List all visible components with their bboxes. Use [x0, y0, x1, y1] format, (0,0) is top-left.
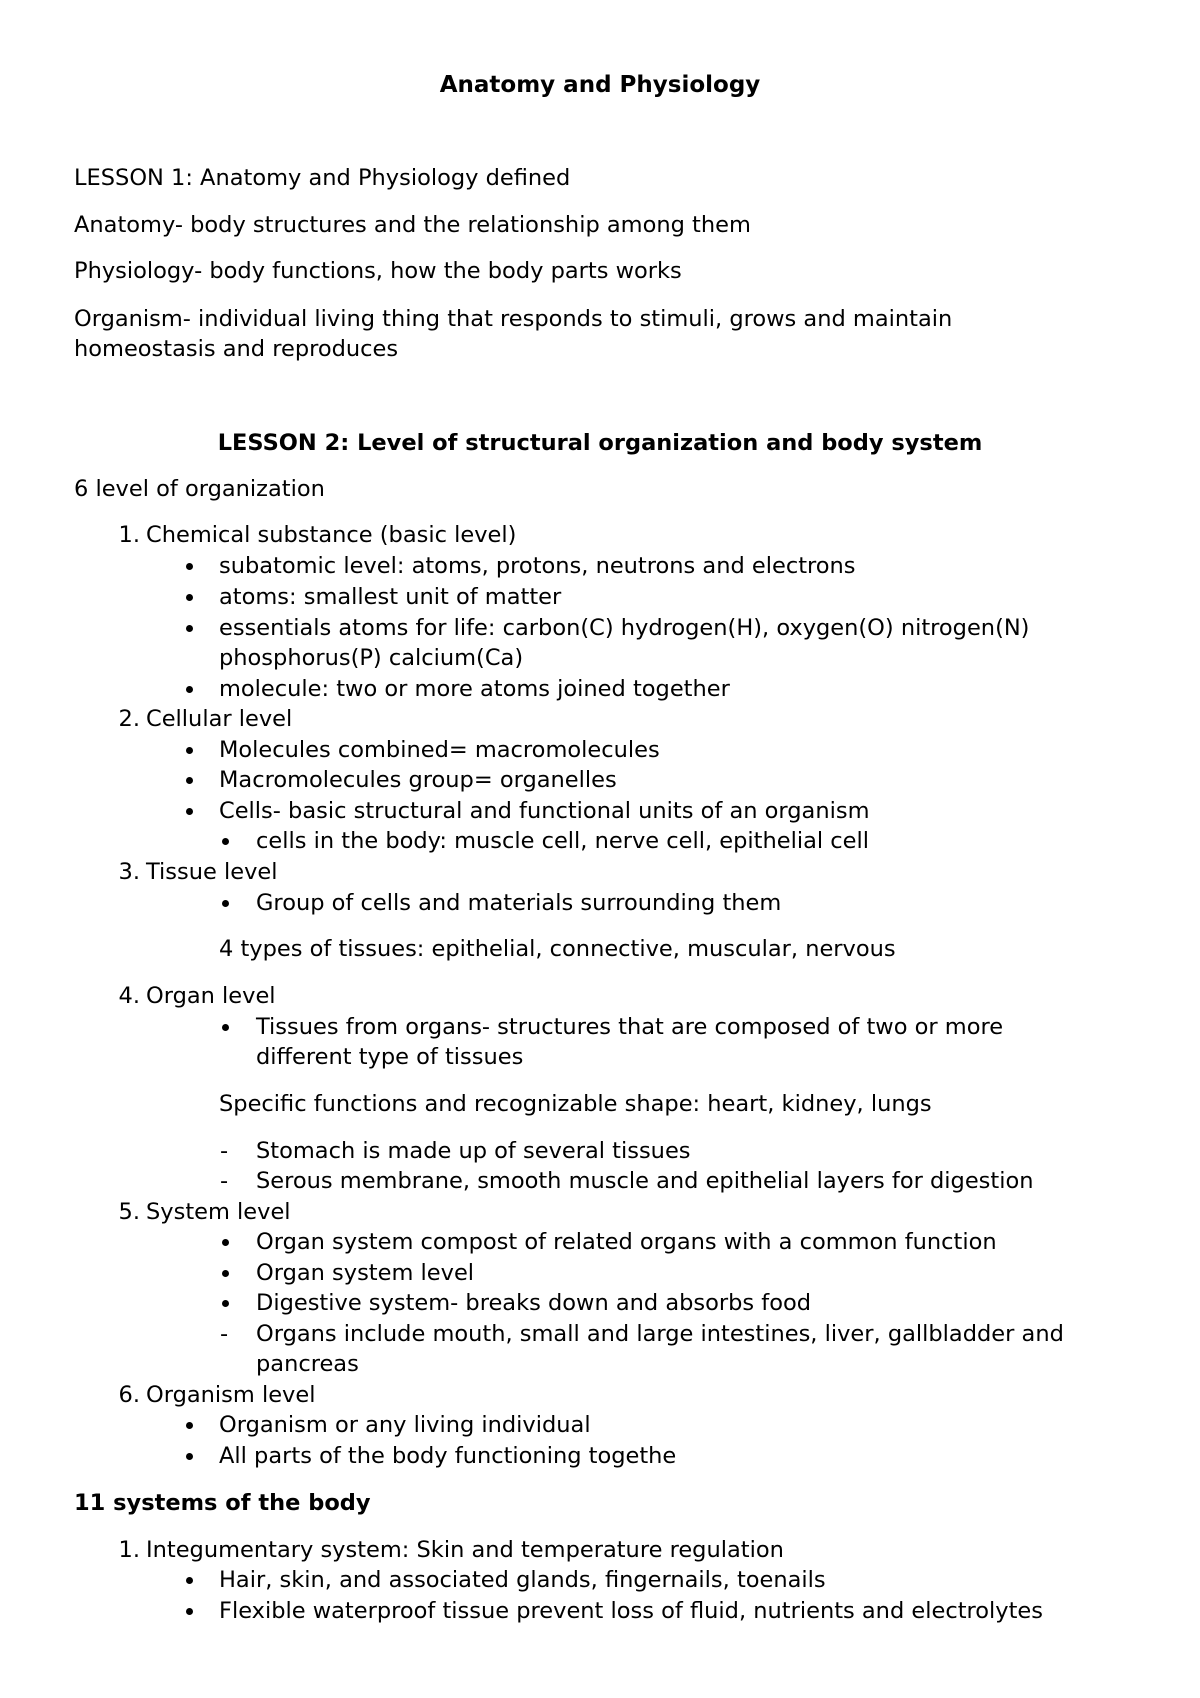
- bullet-item: [0, 1596, 1200, 1627]
- bullet-item: [0, 1441, 1200, 1472]
- level-label: Cellular level: [146, 706, 293, 732]
- dash-text: pancreas: [256, 1351, 359, 1377]
- sub-bullet-item: [0, 888, 1200, 919]
- bullet-text: Tissues from organs- structures that are composed of two or more: [256, 1014, 1004, 1040]
- level-number: 6.: [118, 1382, 140, 1408]
- level-number: 3.: [118, 859, 140, 885]
- bullet-item: [0, 613, 1200, 644]
- bullet-icon: [222, 1300, 229, 1307]
- bullet-text: Organism or any living individual: [219, 1412, 591, 1438]
- bullet-text: Flexible waterproof tissue prevent loss of fluid, nutrients and electrolytes: [219, 1598, 1043, 1624]
- dash-item: [0, 1166, 1200, 1197]
- level-item: [0, 520, 1200, 551]
- lesson2-heading: LESSON 2: Level of structural organization and body system: [217, 430, 983, 456]
- level-label: Tissue level: [146, 859, 278, 885]
- bullet-icon: [222, 1024, 229, 1031]
- bullet-continuation: [0, 643, 1200, 674]
- note-text: 4 types of tissues: epithelial, connective, muscular, nervous: [219, 936, 896, 962]
- systems-heading: 11 systems of the body: [74, 1490, 371, 1516]
- level-item: [0, 1197, 1200, 1228]
- bullet-item: [0, 1565, 1200, 1596]
- bullet-text: Group of cells and materials surrounding them: [256, 890, 782, 916]
- level-item: [0, 981, 1200, 1012]
- dash-icon: -: [220, 1168, 229, 1194]
- sub-bullet-item: [0, 826, 1200, 857]
- dash-text: Organs include mouth, small and large intestines, liver, gallbladder and: [256, 1321, 1064, 1347]
- bullet-text: Digestive system- breaks down and absorbs food: [256, 1290, 812, 1316]
- dash-text: Serous membrane, smooth muscle and epithelial layers for digestion: [256, 1168, 1034, 1194]
- bullet-icon: [186, 777, 193, 784]
- bullet-icon: [186, 808, 193, 815]
- system-item: [0, 1535, 1200, 1566]
- sub-bullet-item: [0, 1288, 1200, 1319]
- sub-bullet-item: [0, 1258, 1200, 1289]
- bullet-item: [0, 551, 1200, 582]
- bullet-text: different type of tissues: [256, 1044, 524, 1070]
- level-label: System level: [146, 1199, 291, 1225]
- bullet-text: cells in the body: muscle cell, nerve cell, epithelial cell: [256, 828, 870, 854]
- level-item: [0, 857, 1200, 888]
- bullet-icon: [222, 1239, 229, 1246]
- bullet-icon: [186, 563, 193, 570]
- bullet-text: molecule: two or more atoms joined together: [219, 676, 730, 702]
- level-note: [0, 1089, 1200, 1120]
- note-text: Specific functions and recognizable shape: heart, kidney, lungs: [219, 1091, 932, 1117]
- bullet-item: [0, 1410, 1200, 1441]
- bullet-icon: [186, 686, 193, 693]
- dash-text: Stomach is made up of several tissues: [256, 1138, 691, 1164]
- dash-item: [0, 1136, 1200, 1167]
- organism-definition-line2: homeostasis and reproduces: [74, 336, 399, 362]
- dash-item: [0, 1319, 1200, 1350]
- level-item: [0, 704, 1200, 735]
- bullet-text: subatomic level: atoms, protons, neutrons and electrons: [219, 553, 856, 579]
- bullet-icon: [186, 1577, 193, 1584]
- bullet-icon: [186, 1422, 193, 1429]
- bullet-text: Cells- basic structural and functional units of an organism: [219, 798, 870, 824]
- bullet-item: [0, 735, 1200, 766]
- bullet-text: All parts of the body functioning togethe: [219, 1443, 677, 1469]
- bullet-continuation: [0, 1042, 1200, 1073]
- bullet-text: Organ system level: [256, 1260, 475, 1286]
- bullet-icon: [186, 747, 193, 754]
- dash-continuation: [0, 1349, 1200, 1380]
- bullet-text: Molecules combined= macromolecules: [219, 737, 660, 763]
- level-note: [0, 934, 1200, 965]
- document-title: Anatomy and Physiology: [439, 72, 761, 98]
- dash-icon: -: [220, 1138, 229, 1164]
- levels-intro: 6 level of organization: [74, 476, 325, 502]
- bullet-text: atoms: smallest unit of matter: [219, 584, 562, 610]
- level-item: [0, 1380, 1200, 1411]
- bullet-text: Hair, skin, and associated glands, fingernails, toenails: [219, 1567, 826, 1593]
- level-label: Organ level: [146, 983, 276, 1009]
- level-number: 5.: [118, 1199, 140, 1225]
- bullet-item: [0, 765, 1200, 796]
- organism-definition-line1: Organism- individual living thing that responds to stimuli, grows and maintain: [74, 306, 953, 332]
- bullet-text: essentials atoms for life: carbon(C) hydrogen(H), oxygen(O) nitrogen(N): [219, 615, 1030, 641]
- bullet-item: [0, 674, 1200, 705]
- level-label: Chemical substance (basic level): [146, 522, 517, 548]
- level-number: 1.: [118, 522, 140, 548]
- bullet-icon: [186, 1453, 193, 1460]
- bullet-text: phosphorus(P) calcium(Ca): [219, 645, 524, 671]
- lesson1-heading: LESSON 1: Anatomy and Physiology defined: [74, 165, 571, 191]
- physiology-definition: Physiology- body functions, how the body parts works: [74, 258, 682, 284]
- sub-bullet-item: [0, 1012, 1200, 1043]
- system-number: 1.: [118, 1537, 140, 1563]
- bullet-icon: [186, 1608, 193, 1615]
- dash-icon: -: [220, 1321, 229, 1347]
- bullet-icon: [186, 625, 193, 632]
- system-label: Integumentary system: Skin and temperature regulation: [146, 1537, 784, 1563]
- bullet-text: Organ system compost of related organs with a common function: [256, 1229, 997, 1255]
- bullet-icon: [222, 838, 229, 845]
- bullet-icon: [222, 900, 229, 907]
- level-number: 2.: [118, 706, 140, 732]
- sub-bullet-item: [0, 1227, 1200, 1258]
- bullet-icon: [186, 594, 193, 601]
- bullet-icon: [222, 1270, 229, 1277]
- level-number: 4.: [118, 983, 140, 1009]
- anatomy-definition: Anatomy- body structures and the relationship among them: [74, 212, 751, 238]
- bullet-item: [0, 582, 1200, 613]
- bullet-text: Macromolecules group= organelles: [219, 767, 617, 793]
- level-label: Organism level: [146, 1382, 316, 1408]
- bullet-item: [0, 796, 1200, 827]
